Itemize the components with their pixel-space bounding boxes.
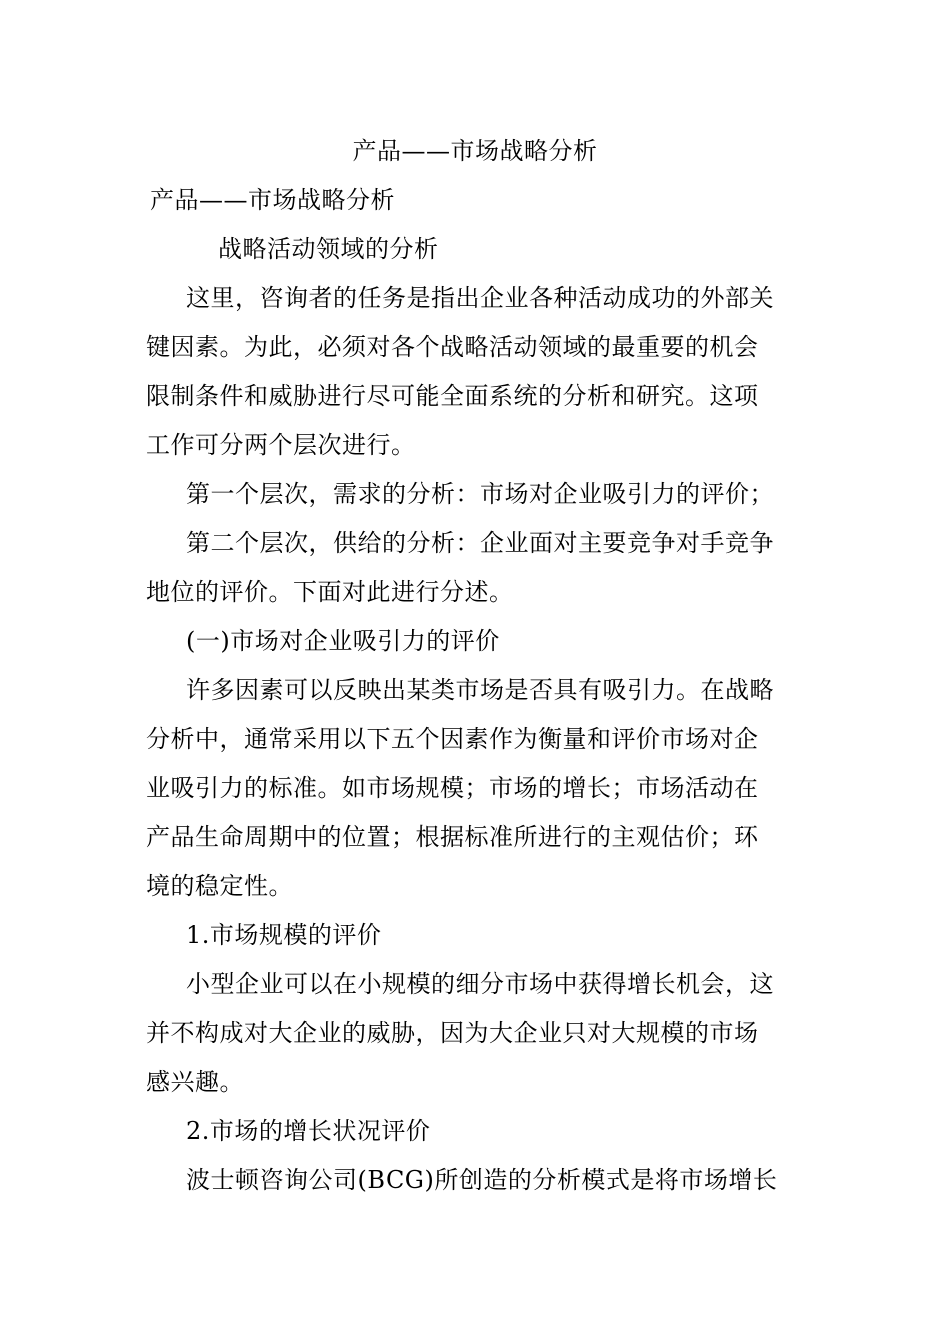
paragraph-line: 产品生命周期中的位置；根据标准所进行的主观估价；环 bbox=[146, 823, 759, 851]
body-text bbox=[146, 274, 810, 1205]
paragraph-line: 分析中，通常采用以下五个因素作为衡量和评价市场对企 bbox=[146, 725, 759, 753]
paragraph-line: (一)市场对企业吸引力的评价 bbox=[186, 627, 500, 655]
subsection-heading bbox=[146, 1107, 810, 1156]
paragraph bbox=[146, 274, 810, 470]
paragraph-line: 1.市场规模的评价 bbox=[186, 921, 382, 949]
paragraph-line: 第一个层次，需求的分析：市场对企业吸引力的评价； bbox=[186, 480, 774, 508]
paragraph-line: 业吸引力的标准。如市场规模；市场的增长；市场活动在 bbox=[146, 774, 759, 802]
paragraph-line: 境的稳定性。 bbox=[146, 872, 293, 900]
paragraph-line: 并不构成对大企业的威胁，因为大企业只对大规模的市场 bbox=[146, 1019, 759, 1047]
paragraph-line: 限制条件和威胁进行尽可能全面系统的分析和研究。这项 bbox=[146, 382, 759, 410]
document-title: 产品——市场战略分析 bbox=[352, 137, 598, 165]
paragraph bbox=[146, 1156, 810, 1205]
paragraph-line: 工作可分两个层次进行。 bbox=[146, 431, 416, 459]
paragraph-line: 感兴趣。 bbox=[146, 1068, 244, 1096]
paragraph bbox=[146, 960, 810, 1107]
paragraph-line: 小型企业可以在小规模的细分市场中获得增长机会，这 bbox=[186, 970, 774, 998]
paragraph bbox=[146, 519, 810, 617]
paragraph-line: 波士顿咨询公司(BCG)所创造的分析模式是将市场增长 bbox=[186, 1166, 778, 1194]
paragraph-line: 键因素。为此，必须对各个战略活动领域的最重要的机会 bbox=[146, 333, 759, 361]
section-heading: 战略活动领域的分析 bbox=[218, 235, 439, 263]
paragraph-line: 2.市场的增长状况评价 bbox=[186, 1117, 431, 1145]
document-subtitle: 产品——市场战略分析 bbox=[150, 186, 395, 214]
paragraph-line: 第二个层次，供给的分析：企业面对主要竞争对手竞争 bbox=[186, 529, 774, 557]
paragraph-line: 这里，咨询者的任务是指出企业各种活动成功的外部关 bbox=[186, 284, 774, 312]
subsection-heading bbox=[146, 911, 810, 960]
subsection-heading bbox=[146, 617, 810, 666]
paragraph-line: 地位的评价。下面对此进行分述。 bbox=[146, 578, 514, 606]
paragraph bbox=[146, 470, 810, 519]
paragraph-line: 许多因素可以反映出某类市场是否具有吸引力。在战略 bbox=[186, 676, 774, 704]
paragraph bbox=[146, 666, 810, 911]
